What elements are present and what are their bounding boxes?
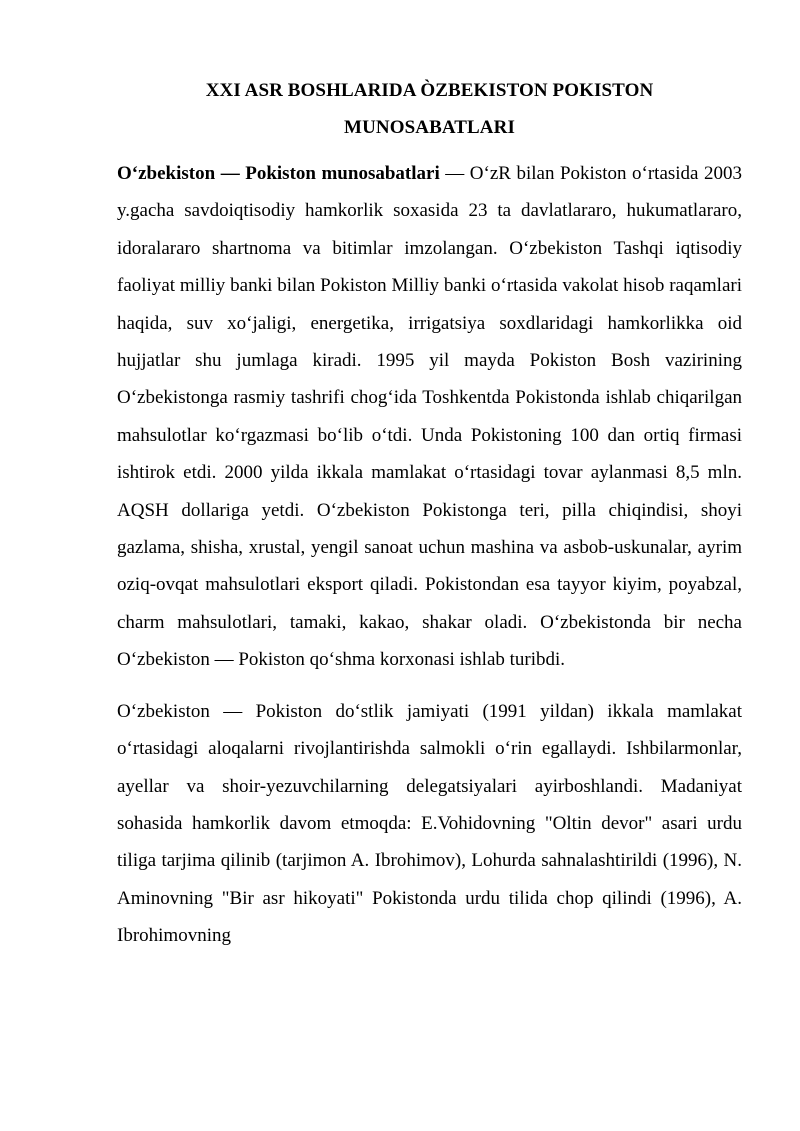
document-page xyxy=(117,72,742,955)
title-line-2: MUNOSABATLARI xyxy=(344,117,515,138)
paragraph-1-text: — O‘zR bilan Pokiston o‘rtasida 2003 y.gacha savdoiqtisodiy hamkorlik soxasida 23 ta davlatlararo, hukumatlararo, idoralararo shartnoma va bitimlar imzolangan. O‘zbekiston Tashqi iqtisodiy faoliyat milliy banki bilan Pokiston Milliy banki o‘rtasida vakolat hisob raqamlari haqida, suv xo‘jaligi, energetika, irrigatsiya soxdlaridagi hamkorlikka oid hujjatlar shu jumlaga kiradi. 1995 yil mayda Pokiston Bosh vazirining O‘zbekistonga rasmiy tashrifi chog‘ida Toshkentda Pokistonda ishlab chiqarilgan mahsulotlar ko‘rgazmasi bo‘lib o‘tdi. Unda Pokistoning 100 dan ortiq firmasi ishtirok etdi. 2000 yilda ikkala mamlakat o‘rtasidagi tovar aylanmasi 8,5 mln. AQSH dollariga yetdi. O‘zbekiston Pokistonga teri, pilla chiqindisi, shoyi gazlama, shisha, xrustal, yengil sanoat uchun mashina va asbob-uskunalar, ayrim oziq-ovqat mahsulotlari eksport qiladi. Pokistondan esa tayyor kiyim, poyabzal, charm mahsulotlari, tamaki, kakao, shakar oladi. O‘zbekistonda bir necha O‘zbekiston — Pokiston qo‘shma korxonasi ishlab turibdi. xyxy=(117,163,743,671)
title-line-1: XXI ASR BOSHLARIDA ÒZBEKISTON POKISTON xyxy=(205,80,654,101)
document-title xyxy=(117,72,742,146)
paragraph-1 xyxy=(117,155,742,679)
paragraph-2: O‘zbekiston — Pokiston do‘stlik jamiyati (1991 yildan) ikkala mamlakat o‘rtasidagi aloqalarni rivojlantirishda salmokli o‘rin egallaydi. Ishbilarmonlar, ayellar va shoir-yezuvchilarning delegatsiyalari ayirboshlandi. Madaniyat sohasida hamkorlik davom etmoqda: E.Vohidovning "Oltin devor" asari urdu tiliga tarjima qilinib (tarjimon A. Ibrohimov), Lohurda sahnalashtirildi (1996), N. Aminovning "Bir asr hikoyati" Pokistonda urdu tilida chop qilindi (1996), A. Ibrohimovning xyxy=(117,700,742,947)
paragraph-1-lead: O‘zbekiston — Pokiston munosabatlari xyxy=(117,163,440,184)
